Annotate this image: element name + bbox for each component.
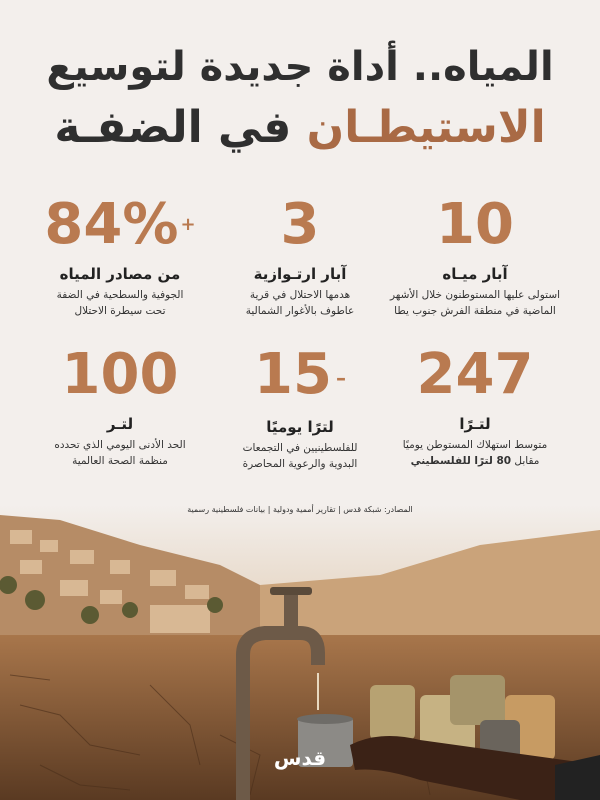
stat-water-sources <box>30 192 210 319</box>
stat-number: 15 – <box>254 342 346 407</box>
title-line-1: المياه.. أداة جديدة لتوسيع <box>46 44 554 90</box>
stat-description: للفلسطينيين في التجمعات البدوية والرعوية المحاصرة <box>242 441 358 470</box>
stat-heading: آبار ميـاه <box>442 265 508 283</box>
stat-heading: لترًا يوميًا <box>266 417 334 436</box>
stat-bedouin-daily <box>210 342 390 472</box>
stat-description: متوسط استهلاك المستوطن يوميًا مقابل 80 لترًا للفلسطيني <box>402 439 548 467</box>
title-line-2 <box>0 102 600 153</box>
sources-line: المصادر: شبكة قدس | تقارير أممية ودولية | بيانات فلسطينية رسمية <box>187 505 413 514</box>
quds-logo: قدس <box>273 746 327 770</box>
stat-settler-consumption <box>385 342 565 469</box>
stat-heading: من مصادر المياه <box>59 265 181 283</box>
stat-artesian-wells <box>210 192 390 319</box>
stat-number: 100 <box>61 342 179 407</box>
stat-description: هدمها الاحتلال في قرية عاطوف بالأغوار الشمالية <box>245 289 355 317</box>
stat-number: 3 <box>280 192 320 257</box>
stat-wells <box>385 192 565 319</box>
stat-number: 84% + <box>44 192 196 257</box>
stat-description: الحد الأدنى اليومي الذي تحدده منظمة الصحة العالمية <box>54 439 186 467</box>
stat-heading: لتـرًا <box>459 415 491 433</box>
title-location: في الضفـة <box>54 102 292 153</box>
stat-who-minimum <box>30 342 210 469</box>
stat-number: 247 <box>416 342 534 407</box>
stat-heading: آبار ارتـوازية <box>253 265 347 283</box>
stat-number: 10 <box>436 192 514 257</box>
stat-description: استولى عليها المستوطنون خلال الأشهر الماضية في منطقة الفرش جنوب يطا <box>389 289 561 317</box>
stat-description: الجوفية والسطحية في الضفة تحت سيطرة الاحتلال <box>56 289 184 317</box>
stat-heading: لتـر <box>106 415 134 433</box>
title-highlight: الاستيطـان <box>306 102 546 153</box>
